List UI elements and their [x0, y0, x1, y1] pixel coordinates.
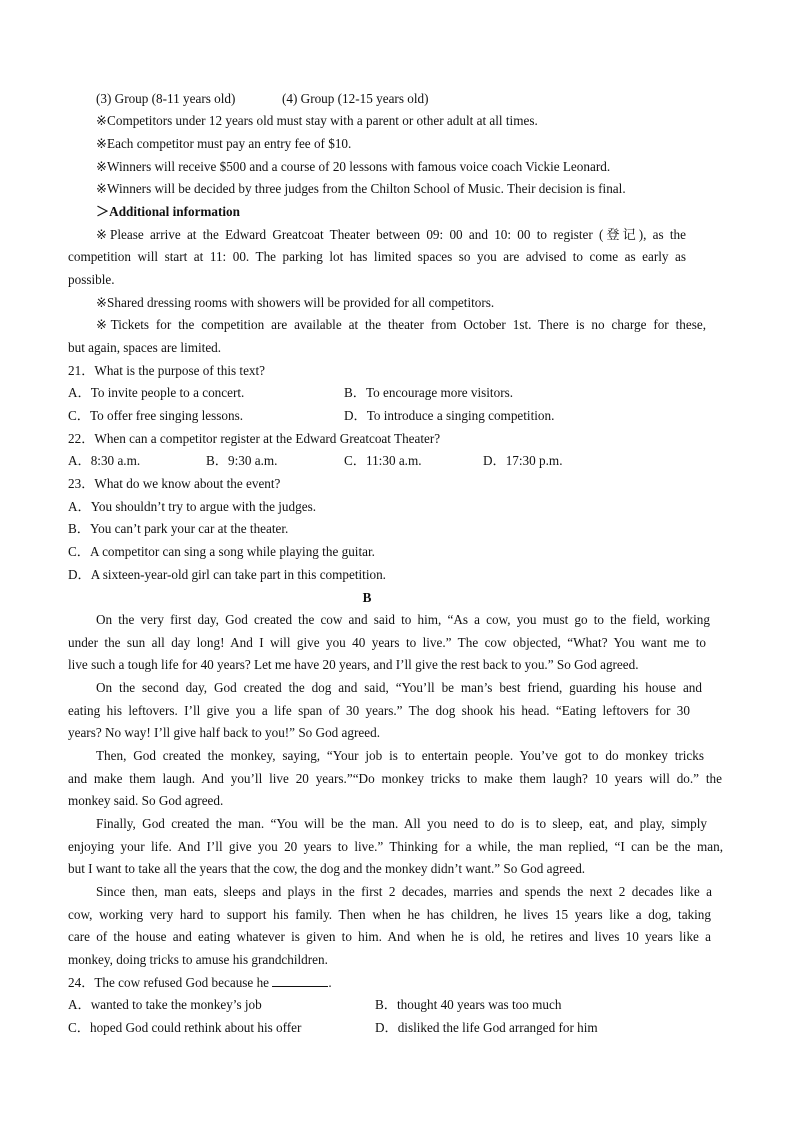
question-22-option-d[interactable]: D．17:30 p.m.: [483, 453, 563, 468]
section-b-heading: B: [362, 590, 372, 605]
question-23-option-d[interactable]: D．A sixteen-year-old girl can take part in this competition.: [68, 567, 386, 582]
rule-line: ※Winners will receive $500 and a course of 20 lessons with famous voice coach Vickie Leonard.: [96, 159, 611, 174]
rule-line: ※Each competitor must pay an entry fee of $10.: [96, 136, 352, 151]
question-24-stem: [68, 974, 332, 991]
question-21-stem: 21．What is the purpose of this text?: [68, 363, 266, 378]
question-21-option-c[interactable]: C．To offer free singing lessons.: [68, 408, 244, 423]
question-22-option-b[interactable]: B．9:30 a.m.: [206, 453, 278, 468]
info-line: ※Shared dressing rooms with showers will be provided for all competitors.: [96, 295, 495, 310]
passage-line: care of the house and eating whatever is given to him. And when he is old, he retires and lives 10 years like a: [68, 929, 711, 944]
group-3-label: (3) Group (8-11 years old): [96, 91, 236, 106]
info-line: possible.: [68, 272, 115, 287]
question-21-option-d[interactable]: D．To introduce a singing competition.: [344, 408, 555, 423]
question-24-option-d[interactable]: D．disliked the life God arranged for him: [375, 1020, 598, 1035]
question-22-stem: 22．When can a competitor register at the Edward Greatcoat Theater?: [68, 431, 441, 446]
question-23-option-a[interactable]: A．You shouldn’t try to argue with the judges.: [68, 499, 316, 514]
info-line: competition will start at 11: 00. The parking lot has limited spaces so you are advised to come as early as: [68, 249, 686, 264]
answer-blank: [272, 974, 328, 987]
passage-line: On the second day, God created the dog and said, “You’ll be man’s best friend, guarding his house and: [96, 680, 702, 695]
question-21-option-b[interactable]: B．To encourage more visitors.: [344, 385, 514, 400]
passage-line: live such a tough life for 40 years? Let me have 20 years, and I’ll give the rest back to you.” So God agreed.: [68, 657, 639, 672]
question-23-option-b[interactable]: B．You can’t park your car at the theater.: [68, 521, 289, 536]
question-24-option-b[interactable]: B．thought 40 years was too much: [375, 997, 562, 1012]
passage-line: enjoying your life. And I’ll give you 20 years to live.” Thinking for a while, the man replied, “I can be the man,: [68, 839, 723, 854]
passage-line: cow, working very hard to support his family. Then when he has children, he lives 15 years like a dog, taking: [68, 907, 711, 922]
info-line: ※Please arrive at the Edward Greatcoat Theater between 09: 00 and 10: 00 to register (登记), as the: [96, 227, 686, 242]
question-23-option-c[interactable]: C．A competitor can sing a song while playing the guitar.: [68, 544, 375, 559]
question-24-option-a[interactable]: A．wanted to take the monkey’s job: [68, 997, 262, 1012]
passage-line: Since then, man eats, sleeps and plays in the first 2 decades, marries and spends the next 2 decades like a: [96, 884, 712, 899]
passage-line: monkey said. So God agreed.: [68, 793, 224, 808]
passage-line: but I want to take all the years that the cow, the dog and the monkey didn’t want.” So God agreed.: [68, 861, 586, 876]
group-4-label: (4) Group (12-15 years old): [282, 91, 429, 106]
passage-line: monkey, doing tricks to amuse his grandchildren.: [68, 952, 328, 967]
question-22-option-c[interactable]: C．11:30 a.m.: [344, 453, 422, 468]
question-23-stem: 23．What do we know about the event?: [68, 476, 281, 491]
question-24-stem-text: 24．The cow refused God because he: [68, 975, 270, 990]
passage-line: Then, God created the monkey, saying, “Your job is to entertain people. You’ve got to do monkey tricks: [96, 748, 704, 763]
passage-line: On the very first day, God created the cow and said to him, “As a cow, you must go to the field, working: [96, 612, 710, 627]
additional-info-heading: ＞Additional information: [96, 204, 240, 219]
passage-line: eating his leftovers. I’ll give you a life span of 30 years.” The dog shook his head. “Eating leftovers for 30: [68, 703, 690, 718]
question-24-option-c[interactable]: C．hoped God could rethink about his offer: [68, 1020, 302, 1035]
question-22-option-a[interactable]: A．8:30 a.m.: [68, 453, 141, 468]
rule-line: ※Competitors under 12 years old must stay with a parent or other adult at all times.: [96, 113, 538, 128]
passage-line: and make them laugh. And you’ll live 20 years.”“Do monkey tricks to make them laugh? 10 years will do.” the: [68, 771, 722, 786]
question-24-stem-end: .: [328, 975, 332, 990]
passage-line: under the sun all day long! And I will give you 40 years to live.” The cow objected, “What? You want me to: [68, 635, 706, 650]
info-line: ※Tickets for the competition are available at the theater from October 1st. There is no charge for these,: [96, 317, 706, 332]
rule-line: ※Winners will be decided by three judges from the Chilton School of Music. Their decision is final.: [96, 181, 626, 196]
passage-line: years? No way! I’ll give half back to you!” So God agreed.: [68, 725, 380, 740]
info-line: but again, spaces are limited.: [68, 340, 222, 355]
passage-line: Finally, God created the man. “You will be the man. All you need to do is to sleep, eat, and play, simply: [96, 816, 707, 831]
question-21-option-a[interactable]: A．To invite people to a concert.: [68, 385, 245, 400]
